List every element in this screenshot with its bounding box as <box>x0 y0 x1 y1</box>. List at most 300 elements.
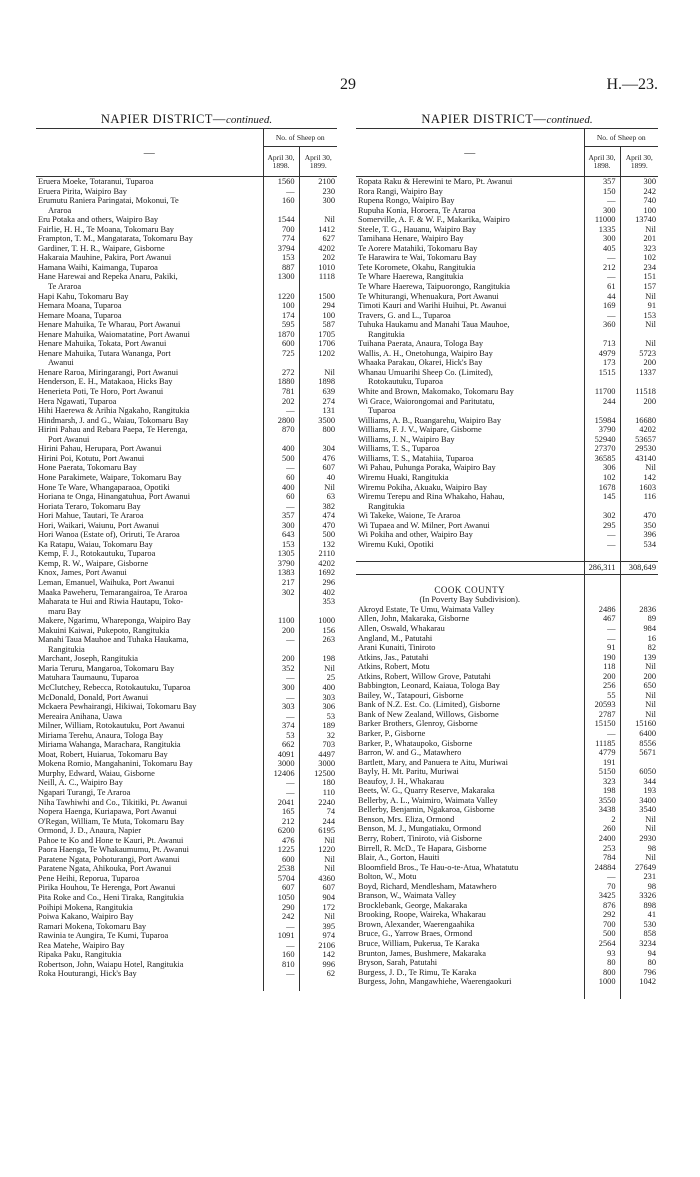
owner-name: Bloomfield Bros., Te Hau-o-te-Atua, Whatatutu <box>358 862 519 872</box>
sheep-1899: 29530 <box>620 444 658 454</box>
owner-name: Te Araroa <box>48 282 82 292</box>
owner-name: White and Brown, Makomako, Tokomaru Bay <box>358 387 514 397</box>
table-row <box>356 311 658 321</box>
table-row <box>356 939 658 949</box>
sheep-1898: 174 <box>263 311 299 321</box>
sheep-1898: 300 <box>584 234 620 244</box>
owner-name: Wiremu Pokiha, Akuaku, Waipiro Bay <box>358 482 488 492</box>
sheep-1899: 16 <box>620 634 658 644</box>
table-row <box>356 863 658 873</box>
sheep-1899: 984 <box>620 624 658 634</box>
owner-name: Frampton, T. M., Mangatarata, Tokomaru Bay <box>38 234 193 244</box>
sheep-1898: 595 <box>263 320 299 330</box>
owner-name: Hakaraia Mauhine, Pakira, Port Awanui <box>38 253 172 263</box>
sheep-1898: — <box>584 872 620 882</box>
owner-name: Ngapari Turangi, Te Araroa <box>38 788 131 797</box>
owner-name: Paora Haenga, Te Whakaumumu, Pt. Awanui <box>38 845 189 855</box>
sheep-1899: Nil <box>299 864 337 874</box>
sheep-1899: 534 <box>620 540 658 550</box>
sheep-heading: No. of Sheep on <box>584 129 658 147</box>
sheep-1898: 306 <box>584 463 620 473</box>
sheep-1898: — <box>584 272 620 282</box>
owner-name: Mokena Romio, Mangahanini, Tokomaru Bay <box>38 759 193 769</box>
table-row <box>356 805 658 815</box>
owner-name: Wi Pahau, Puhunga Poraka, Waipiro Bay <box>358 463 496 473</box>
owner-name: Wi Grace, Waiorongomai and Paritutatu, <box>358 396 495 406</box>
table-row <box>356 397 658 407</box>
owner-name: Ropata Raku & Herewini te Maro, Pt. Awanui <box>358 177 513 186</box>
sheep-1899: 904 <box>299 893 337 903</box>
sheep-1898: 61 <box>584 282 620 292</box>
sheep-1898: 600 <box>263 855 299 865</box>
owner-name: Tuihana Paerata, Anaura, Tologa Bay <box>358 339 484 349</box>
owner-name: Te Whiturangi, Whenuakura, Port Awanui <box>358 291 499 301</box>
sheep-1899 <box>299 607 337 617</box>
sheep-1899: 53 <box>299 712 337 722</box>
sheep-1899: 382 <box>299 502 337 512</box>
owner-name: Hirini Pahau, Herupara, Port Awanui <box>38 444 162 454</box>
sheep-1898: 1000 <box>584 977 620 987</box>
sheep-1899: 102 <box>620 253 658 263</box>
sheep-1899: 82 <box>620 643 658 653</box>
sheep-1899: 400 <box>299 683 337 693</box>
sheep-1899: 62 <box>299 969 337 979</box>
owner-name: Atkins, Jas., Patutahi <box>358 652 429 662</box>
sheep-1899: 89 <box>620 614 658 624</box>
sheep-1899: 25 <box>299 673 337 683</box>
sheep-1898: 3794 <box>263 244 299 254</box>
table-row-continuation <box>356 330 658 340</box>
owner-name: Hamana Waihi, Kaimanga, Tuparoa <box>38 262 158 272</box>
table-row <box>356 368 658 378</box>
table-row-continuation <box>36 607 337 617</box>
sheep-1899: 32 <box>299 731 337 741</box>
table-row <box>356 910 658 920</box>
table-row <box>356 244 658 254</box>
sheep-1898: 1335 <box>584 225 620 235</box>
sheep-1898: 36585 <box>584 454 620 464</box>
table-row <box>356 263 658 273</box>
sheep-1899: 350 <box>620 521 658 531</box>
year-1898-header: April 30, 1898. <box>263 147 299 177</box>
sheep-1899: Nil <box>299 368 337 378</box>
sheep-1898: 1300 <box>263 272 299 282</box>
owner-name: Beaufoy, J. H., Whakarau <box>358 776 445 786</box>
owner-name: Brooking, Roope, Waireka, Whakarau <box>358 910 486 920</box>
owner-name: Hirini Pahau and Rebara Paepa, Te Herenga, <box>38 425 188 435</box>
table-row <box>356 758 658 768</box>
table-row <box>36 817 337 827</box>
owner-name: Pirika Houhou, Te Herenga, Port Awanui <box>38 883 176 893</box>
table-row <box>356 492 658 502</box>
sheep-1899 <box>620 406 658 416</box>
sheep-1898: 15984 <box>584 416 620 426</box>
sheep-1898: 2486 <box>584 605 620 615</box>
sheep-1899: 303 <box>299 693 337 703</box>
sheep-1899: 43140 <box>620 454 658 464</box>
sheep-1898: 100 <box>263 301 299 311</box>
left-sheep-table <box>36 128 337 991</box>
sheep-1899: 180 <box>299 778 337 788</box>
owner-name: Barker, P., Gisborne <box>358 728 426 738</box>
owner-name: Mckaera Pewhairangi, Hikiwai, Tokomaru Bay <box>38 702 197 712</box>
owner-name: Barron, W. and G., Matawhero <box>358 748 462 758</box>
sheep-1898: 256 <box>584 681 620 691</box>
owner-name: Allen, John, Makaraka, Gisborne <box>358 614 470 624</box>
sheep-1899: 1706 <box>299 339 337 349</box>
owner-name: Bryson, Sarah, Patutahi <box>358 958 438 968</box>
sheep-1898: 295 <box>584 521 620 531</box>
sheep-1899: 142 <box>299 950 337 960</box>
sheep-1899: 202 <box>299 253 337 263</box>
sheep-1898: 374 <box>263 721 299 731</box>
sheep-1899: 740 <box>620 196 658 206</box>
sheep-1899 <box>299 206 337 216</box>
table-row <box>356 853 658 863</box>
sheep-1898: 292 <box>584 910 620 920</box>
sheep-1898: 774 <box>263 234 299 244</box>
sheep-1899: 172 <box>299 903 337 913</box>
owner-name: Henerieta Poti, Te Horo, Port Awanui <box>38 387 164 397</box>
table-row <box>356 349 658 359</box>
sheep-1899: Nil <box>620 853 658 863</box>
owner-name: Horiana te Onga, Hinangatuhua, Port Awanui <box>38 492 191 502</box>
owner-name: Hapi Kahu, Tokomaru Bay <box>38 291 129 301</box>
owner-name: Maria Teruru, Mangaroa, Tokomaru Bay <box>38 663 175 673</box>
owner-name: Moat, Robert, Huiarua, Tokomaru Bay <box>38 749 168 759</box>
sheep-1898: 202 <box>263 397 299 407</box>
sheep-1899: Nil <box>620 700 658 710</box>
sheep-1899: 395 <box>299 922 337 932</box>
sheep-1899: 304 <box>299 444 337 454</box>
left-table-body <box>36 177 337 991</box>
sheep-1898: — <box>263 673 299 683</box>
owner-name: Rotokautuku, Tuparoa <box>368 377 443 387</box>
sheep-1899: Nil <box>620 710 658 720</box>
sheep-1899: 607 <box>299 883 337 893</box>
total-1898: 286,311 <box>584 562 620 575</box>
table-row <box>36 616 337 626</box>
sheep-1898: 357 <box>584 177 620 187</box>
table-row <box>36 568 337 578</box>
sheep-1898: 44 <box>584 292 620 302</box>
table-row <box>36 845 337 855</box>
owner-name: Bank of New Zealand, Willows, Gisborne <box>358 709 499 719</box>
sheep-1899: 200 <box>620 672 658 682</box>
sheep-1898: — <box>263 922 299 932</box>
sheep-1899: 703 <box>299 740 337 750</box>
sheep-1898: 300 <box>584 206 620 216</box>
owner-name: Berry, Robert, Tiniroto, vià Gisborne <box>358 834 482 843</box>
sheep-1898: 52940 <box>584 435 620 445</box>
sheep-1898: 244 <box>584 397 620 407</box>
sheep-1899: 587 <box>299 320 337 330</box>
sheep-1898: 253 <box>584 844 620 854</box>
owner-name: Te Whare Haerewa, Taipuorongo, Rangitukia <box>358 282 511 292</box>
sheep-1899: 100 <box>299 311 337 321</box>
sheep-1898: 2564 <box>584 939 620 949</box>
table-row <box>36 893 337 903</box>
cook-county-subtitle-row <box>356 595 658 605</box>
sheep-1898: 1870 <box>263 330 299 340</box>
owner-name: Murphy, Edward, Waiau, Gisborne <box>38 768 155 778</box>
table-row <box>36 903 337 913</box>
owner-name: Bailey, W., Tatapouri, Gisborne <box>358 690 464 700</box>
sheep-1898: — <box>584 729 620 739</box>
table-row <box>356 920 658 930</box>
owner-name: O'Regan, William, Te Muta, Tokomaru Bay <box>38 816 185 826</box>
sheep-1899: 5671 <box>620 748 658 758</box>
owner-name: Williams, J. N., Waipiro Bay <box>358 434 455 444</box>
owner-name: Makuini Kaiwai, Pukepoto, Rangitukia <box>38 625 170 635</box>
sheep-1899: 344 <box>620 777 658 787</box>
table-row <box>36 922 337 932</box>
owner-name: Benson, M. J., Mungatiaku, Ormond <box>358 824 482 834</box>
owner-name: Matuhara Taumaunu, Tuparoa <box>38 673 139 683</box>
sheep-1898: — <box>263 406 299 416</box>
sheep-1898 <box>263 607 299 617</box>
sheep-1898: 1560 <box>263 177 299 187</box>
owner-name: Wi Pokiha and other, Waipiro Bay <box>358 530 473 540</box>
sheep-1899: 200 <box>620 397 658 407</box>
owner-name: Allen, Oswald, Whakarau <box>358 623 445 633</box>
table-row <box>356 301 658 311</box>
sheep-1898: 300 <box>263 521 299 531</box>
sheep-1899: 1337 <box>620 368 658 378</box>
sheep-1899: 230 <box>299 187 337 197</box>
owner-name: Bruce, William, Pukerua, Te Karaka <box>358 939 480 949</box>
owner-name: Williams, T. S., Matahiia, Tuparoa <box>358 453 474 463</box>
owner-name: Tamihana Henare, Waipiro Bay <box>358 234 464 244</box>
owner-name: Travers, G. and L., Tuparoa <box>358 310 451 320</box>
sheep-1898: 217 <box>263 578 299 588</box>
table-row <box>356 748 658 758</box>
year-1899-header: April 30, 1899. <box>620 147 658 177</box>
table-row-continuation <box>36 435 337 445</box>
table-row <box>356 777 658 787</box>
owner-name: Eru Potaka and others, Waipiro Bay <box>38 215 159 225</box>
name-column-header: — <box>356 129 584 177</box>
sheep-1899: 470 <box>620 511 658 521</box>
cook-county-title: COOK COUNTY <box>434 584 506 595</box>
sheep-1898: 302 <box>263 588 299 598</box>
owner-name: Nopera Haenga, Kuriapawa, Port Awanui <box>38 807 177 817</box>
table-row <box>36 406 337 416</box>
sheep-1898: — <box>584 634 620 644</box>
sheep-1898: 24884 <box>584 863 620 873</box>
owner-name: Henare Mahuika, Tokata, Port Awanui <box>38 339 167 349</box>
district-title: NAPIER DISTRICT— <box>421 112 547 126</box>
sheep-1898: 4091 <box>263 750 299 760</box>
sheep-1898: 500 <box>263 454 299 464</box>
table-row <box>356 958 658 968</box>
sheep-1898: 1100 <box>263 616 299 626</box>
sheep-1898: 4979 <box>584 349 620 359</box>
sheep-1899: 898 <box>620 901 658 911</box>
sheep-1898: 1515 <box>584 368 620 378</box>
cook-county-table-body <box>356 605 658 999</box>
sheep-1898 <box>584 377 620 387</box>
sheep-heading: No. of Sheep on <box>263 129 337 147</box>
owner-name: Bayly, H. Mt. Paritu, Muriwai <box>358 767 459 777</box>
owner-name: Eruera Moeke, Totaranui, Tuparoa <box>38 177 154 186</box>
sheep-1899: 627 <box>299 234 337 244</box>
sheep-1899: 132 <box>299 540 337 550</box>
table-row <box>356 681 658 691</box>
table-row <box>36 836 337 846</box>
owner-name: Hone Te Ware, Whangaparaoa, Opotiki <box>38 482 170 492</box>
table-row <box>36 387 337 397</box>
sheep-1898: 200 <box>584 672 620 682</box>
sheep-1899: 6400 <box>620 729 658 739</box>
sheep-1898: 2 <box>584 815 620 825</box>
owner-name: Hone Paerata, Tokomaru Bay <box>38 463 137 473</box>
sheep-1899: 1412 <box>299 225 337 235</box>
owner-name: Neill, A. C., Waipiro Bay <box>38 778 123 788</box>
table-row <box>356 824 658 834</box>
owner-name: Ormond, J. D., Anaura, Napier <box>38 826 142 836</box>
table-row <box>356 605 658 615</box>
left-column <box>36 112 337 991</box>
sheep-1898: 810 <box>263 960 299 970</box>
sheep-1899: 476 <box>299 454 337 464</box>
table-row <box>36 349 337 359</box>
table-row <box>36 454 337 464</box>
owner-name: Tuparoa <box>368 406 396 416</box>
sheep-1898: 11700 <box>584 387 620 397</box>
table-row <box>356 672 658 682</box>
document-reference: H.—23. <box>606 76 658 93</box>
sheep-1899 <box>299 358 337 368</box>
owner-name: Arani Kunaiti, Tiniroto <box>358 643 436 653</box>
sheep-1898: 2538 <box>263 864 299 874</box>
owner-name: Araroa <box>48 205 72 215</box>
sheep-1899: 607 <box>299 463 337 473</box>
owner-name: Te Whare Haerewa, Rangitukia <box>358 272 464 282</box>
sheep-1898: — <box>263 778 299 788</box>
sheep-1898: 1880 <box>263 377 299 387</box>
owner-name: Atkins, Robert, Motu <box>358 662 430 672</box>
sheep-1899: 974 <box>299 931 337 941</box>
sheep-1898: 303 <box>263 702 299 712</box>
owner-name: McDonald, Donald, Port Awanui <box>38 692 149 702</box>
sheep-1899: 300 <box>299 196 337 206</box>
sheep-1898: 2800 <box>263 416 299 426</box>
owner-name: Tuhuka Haukamu and Manahi Taua Mauhoe, <box>358 320 510 330</box>
sheep-1899: Nil <box>620 292 658 302</box>
sheep-1899 <box>299 645 337 655</box>
sheep-1898: 1383 <box>263 568 299 578</box>
sheep-1898 <box>584 330 620 340</box>
table-row <box>36 807 337 817</box>
owner-name: Miriama Terehu, Anaura, Tologa Bay <box>38 730 164 740</box>
sheep-1898: 190 <box>584 653 620 663</box>
sheep-1899: 80 <box>620 958 658 968</box>
sheep-1899: 142 <box>620 473 658 483</box>
sheep-1899: 2930 <box>620 834 658 844</box>
sheep-1898: — <box>263 788 299 798</box>
sheep-1899: 13740 <box>620 215 658 225</box>
table-row <box>356 196 658 206</box>
owner-name: Fairlie, H. H., Te Moana, Tokomaru Bay <box>38 224 174 234</box>
owner-name: Henare Mahuika, Tutara Wananga, Port <box>38 348 171 358</box>
owner-name: Timoti Kauri and Warihi Huihui, Pt. Awanui <box>358 301 507 311</box>
table-row <box>356 739 658 749</box>
sheep-1899: 6050 <box>620 767 658 777</box>
table-row <box>36 244 337 254</box>
table-row <box>36 702 337 712</box>
table-row <box>356 473 658 483</box>
right-column <box>356 112 658 999</box>
sheep-1898: — <box>584 624 620 634</box>
table-row <box>36 301 337 311</box>
owner-name: Steele, T. G., Hauanu, Waipiro Bay <box>358 224 476 234</box>
sheep-1899: 4202 <box>620 425 658 435</box>
sheep-1899: Nil <box>299 836 337 846</box>
sheep-1899: 1603 <box>620 483 658 493</box>
table-row <box>356 949 658 959</box>
sheep-1899: Nil <box>299 215 337 225</box>
table-row <box>356 710 658 720</box>
sheep-1898: 12406 <box>263 769 299 779</box>
table-row <box>356 530 658 540</box>
sheep-1898: 290 <box>263 903 299 913</box>
table-row <box>36 511 337 521</box>
sheep-1899: 131 <box>299 406 337 416</box>
owner-name: Boyd, Richard, Mendlesham, Matawhero <box>358 881 497 891</box>
sheep-1899: Nil <box>620 225 658 235</box>
owner-name: Horiata Teraro, Tokomaru Bay <box>38 501 141 511</box>
table-row <box>356 844 658 854</box>
sheep-1899: Nil <box>620 662 658 672</box>
table-row <box>36 397 337 407</box>
sheep-1898 <box>584 502 620 512</box>
table-row <box>36 330 337 340</box>
sheep-1898: 55 <box>584 691 620 701</box>
owner-name: Bank of N.Z. Est. Co. (Limited), Gisborne <box>358 700 501 710</box>
sheep-1898: 870 <box>263 425 299 435</box>
sheep-1898: 3790 <box>584 425 620 435</box>
sheep-1898: 272 <box>263 368 299 378</box>
sheep-1899: 2110 <box>299 549 337 559</box>
sheep-1899: 234 <box>620 263 658 273</box>
sheep-1898: 887 <box>263 263 299 273</box>
owner-name: Maharata te Hui and Riwia Hautapu, Toko- <box>38 597 184 607</box>
owner-name: Mereaira Anihana, Uawa <box>38 711 122 721</box>
sheep-1899: 1220 <box>299 845 337 855</box>
napier-total-row <box>356 562 658 575</box>
sheep-1898: 1678 <box>584 483 620 493</box>
sheep-1898: 1091 <box>263 931 299 941</box>
sheep-1899: 98 <box>620 882 658 892</box>
table-row <box>356 215 658 225</box>
sheep-1898: 352 <box>263 664 299 674</box>
owner-name: Branson, W., Waimata Valley <box>358 891 457 901</box>
owner-name: Brunton, James, Bushmere, Makaraka <box>358 948 486 958</box>
table-row <box>356 540 658 550</box>
sheep-1898: — <box>263 969 299 979</box>
sheep-1898: 11000 <box>584 215 620 225</box>
sheep-1898: 467 <box>584 614 620 624</box>
sheep-1899: Nil <box>620 691 658 701</box>
owner-name: Bellerby, A. L., Waimiro, Waimata Valley <box>358 795 498 805</box>
table-row-continuation <box>36 645 337 655</box>
sheep-1899: 2836 <box>620 605 658 615</box>
owner-name: Rangitukia <box>368 501 405 511</box>
right-column-title <box>356 112 658 128</box>
sheep-1899: 296 <box>299 578 337 588</box>
sheep-1898: 165 <box>263 807 299 817</box>
